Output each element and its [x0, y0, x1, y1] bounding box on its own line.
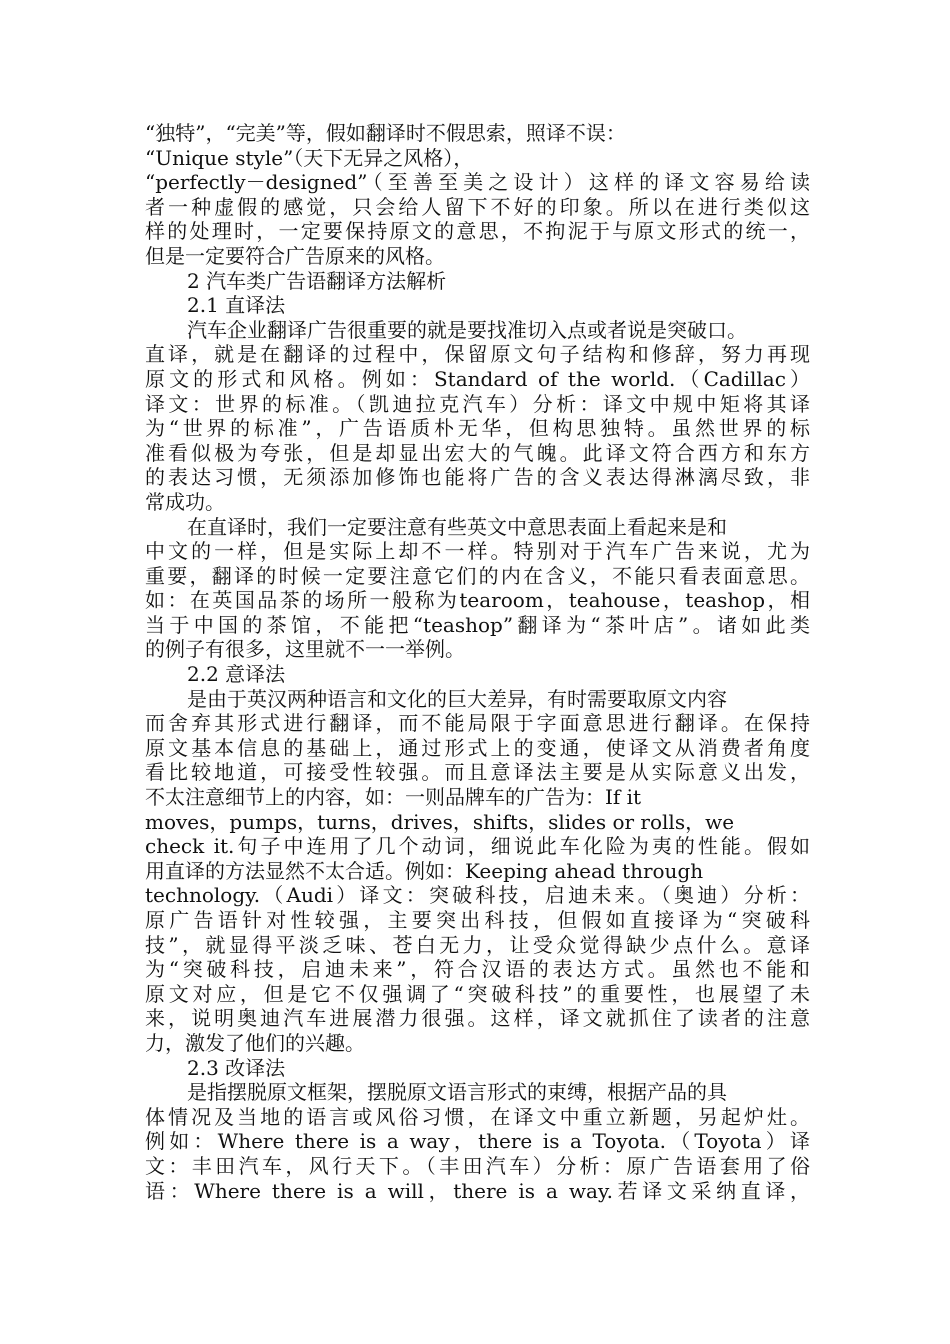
- text-line: 的表达习惯，无须添加修饰也能将广告的含义表达得淋漓尽致，非: [145, 465, 810, 490]
- text-line: technology.（Audi）译文：突破科技，启迪未来。（奥迪）分析：: [145, 883, 810, 908]
- text-line: 汽车企业翻译广告很重要的就是要找准切入点或者说是突破口。: [187, 317, 747, 342]
- text-line: 为“突破科技，启迪未来”，符合汉语的表达方式。虽然也不能和: [145, 957, 810, 982]
- text-line: 中文的一样，但是实际上却不一样。特别对于汽车广告来说，尤为: [145, 539, 810, 564]
- text-line: 例如：Where there is a way，there is a Toyota.（Toyota）译: [145, 1129, 810, 1154]
- text-line: check it.句子中连用了几个动词，细说此车化险为夷的性能。假如: [145, 834, 810, 859]
- text-line: 来，说明奥迪汽车进展潜力很强。这样，译文就抓住了读者的注意: [145, 1006, 810, 1031]
- document-body: [145, 121, 810, 1203]
- text-line: 的例子有很多，这里就不一一举例。: [145, 637, 465, 662]
- text-line: 2 汽车类广告语翻译方法解析: [187, 268, 447, 293]
- text-line: 重要，翻译的时候一定要注意它们的内在含义，不能只看表面意思。: [145, 563, 810, 588]
- text-line: 语：Where there is a will，there is a way.若译文采纳直译，: [145, 1178, 810, 1203]
- text-line: moves，pumps，turns，drives，shifts，slides or rolls，we: [145, 809, 735, 834]
- text-line: 2.1 直译法: [187, 293, 286, 318]
- text-line: 准看似极为夸张，但是却显出宏大的气魄。此译文符合西方和东方: [145, 440, 810, 465]
- text-line: 者一种虚假的感觉，只会给人留下不好的印象。所以在进行类似这: [145, 194, 810, 219]
- text-line: 2.3 改译法: [187, 1055, 286, 1080]
- text-line: 是由于英汉两种语言和文化的巨大差异，有时需要取原文内容: [187, 686, 727, 711]
- text-line: 当于中国的茶馆，不能把“teashop”翻译为“茶叶店”。诸如此类: [145, 612, 810, 637]
- text-line: 体情况及当地的语言或风俗习惯，在译文中重立新题，另起炉灶。: [145, 1104, 810, 1129]
- text-line: 是指摆脱原文框架，摆脱原文语言形式的束缚，根据产品的具: [187, 1080, 727, 1105]
- text-line: 为“世界的标准”，广告语质朴无华，但构思独特。虽然世界的标: [145, 416, 810, 441]
- text-line: 如：在英国品茶的场所一般称为tearoom，teahouse，teashop，相: [145, 588, 810, 613]
- text-line: 原广告语针对性较强，主要突出科技，但假如直接译为“突破科: [145, 908, 810, 932]
- text-line: 在直译时，我们一定要注意有些英文中意思表面上看起来是和: [187, 514, 727, 539]
- text-line: 直译，就是在翻译的过程中，保留原文句子结构和修辞，努力再现: [145, 342, 810, 367]
- text-line: “perfectly－designed”（至善至美之设计）这样的译文容易给读: [145, 170, 810, 195]
- text-line: 力，激发了他们的兴趣。: [145, 1030, 365, 1055]
- text-line: 2.2 意译法: [187, 662, 286, 687]
- text-line: 技”，就显得平淡乏味、苍白无力，让受众觉得缺少点什么。意译: [145, 932, 810, 957]
- text-line: 不太注意细节上的内容，如：一则品牌车的广告为：If it: [145, 785, 642, 810]
- text-line: “独特”，“完美”等，假如翻译时不假思索，照译不误：: [145, 121, 626, 145]
- text-line: 原文基本信息的基础上，通过形式上的变通，使译文从消费者角度: [145, 735, 810, 760]
- text-line: 看比较地道，可接受性较强。而且意译法主要是从实际意义出发，: [145, 760, 810, 785]
- text-line: 而舍弃其形式进行翻译，而不能局限于字面意思进行翻译。在保持: [145, 711, 810, 736]
- text-line: 用直译的方法显然不太合适。例如：Keeping ahead through: [145, 858, 704, 883]
- text-line: 文：丰田汽车，风行天下。（丰田汽车）分析：原广告语套用了俗: [145, 1153, 810, 1178]
- text-line: 但是一定要符合广告原来的风格。: [145, 243, 445, 268]
- text-line: 原文对应，但是它不仅强调了“突破科技”的重要性，也展望了未: [145, 981, 810, 1006]
- text-line: 样的处理时，一定要保持原文的意思，不拘泥于与原文形式的统一，: [145, 219, 810, 244]
- text-line: 常成功。: [145, 489, 225, 514]
- text-line: 原文的形式和风格。例如：Standard of the world.（Cadillac）: [145, 366, 810, 391]
- text-line: 译文：世界的标准。（凯迪拉克汽车）分析：译文中规中矩将其译: [145, 391, 810, 416]
- text-line: “Unique style”（天下无异之风格），: [145, 145, 474, 170]
